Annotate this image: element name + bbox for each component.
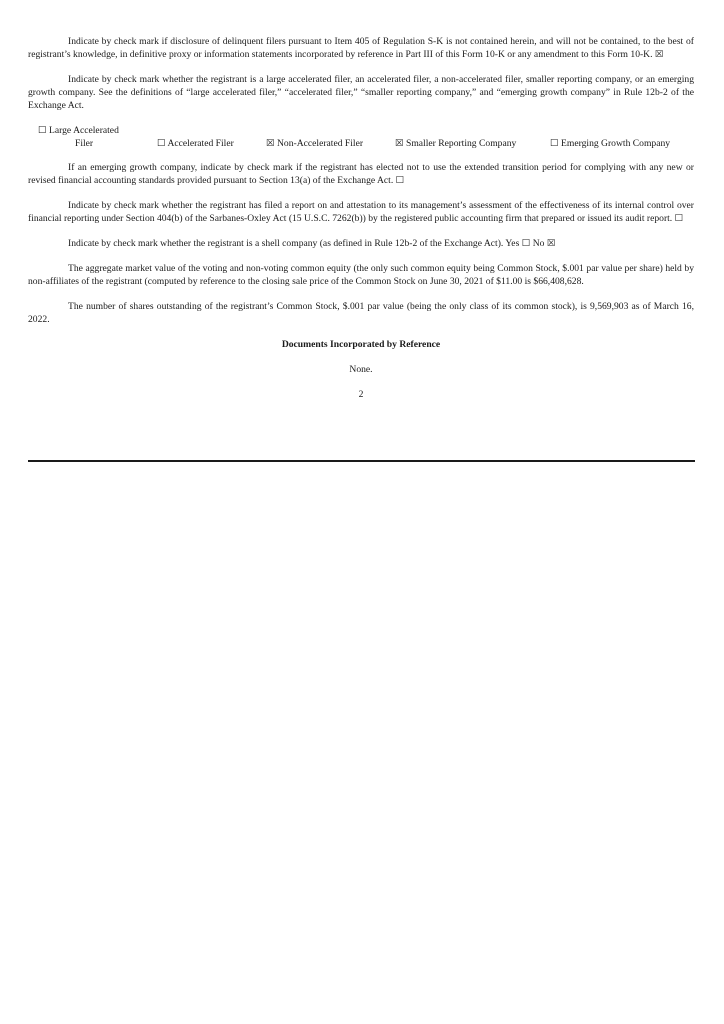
accelerated-filer-option[interactable]: ☐ Accelerated Filer bbox=[157, 138, 234, 149]
documents-incorporated-heading: Documents Incorporated by Reference bbox=[281, 339, 441, 350]
large-accelerated-filer-label-line1: ☐ Large Accelerated bbox=[38, 125, 119, 136]
delinquent-filers-paragraph: Indicate by check mark if disclosure of delinquent filers pursuant to Item 405 of Regulation S-K is not contained herein, and will not be contained, to the best of registrant’s knowledge, in definitive proxy or information statements incorporated by reference in Part III of this Form 10-K or any amendment to this Form 10-K. ☒ bbox=[28, 36, 694, 60]
shell-company-paragraph: Indicate by check mark whether the registrant is a shell company (as defined in Rule 12b-2 of the Exchange Act). Yes ☐ No ☒ bbox=[68, 238, 556, 249]
smaller-reporting-company-option[interactable]: ☒ Smaller Reporting Company bbox=[395, 138, 517, 149]
large-accelerated-filer-label-line2: Filer bbox=[75, 138, 94, 149]
emerging-growth-company-option[interactable]: ☐ Emerging Growth Company bbox=[550, 138, 671, 149]
market-value-paragraph: The aggregate market value of the voting and non-voting common equity (the only such common equity being Common Stock, $.001 par value per share) held by non-affiliates of the registrant (computed by reference to the closing sale price of the Common Stock on June 30, 2021 of $11.00 is $66,408,628. bbox=[28, 263, 694, 287]
non-accelerated-filer-option[interactable]: ☒ Non-Accelerated Filer bbox=[266, 138, 364, 149]
document-page bbox=[28, 35, 694, 401]
documents-incorporated-value: None. bbox=[349, 364, 373, 375]
page-number: 2 bbox=[358, 389, 364, 400]
filer-status-paragraph: Indicate by check mark whether the registrant is a large accelerated filer, an accelerated filer, a non-accelerated filer, smaller reporting company, or an emerging growth company. See the definitions of “large accelerated filer,” “accelerated filer,” “smaller reporting company,” and “emerging growth company” in Rule 12b-2 of the Exchange Act. bbox=[28, 74, 694, 111]
page-bottom-rule bbox=[28, 460, 695, 462]
filer-options-row bbox=[28, 124, 694, 150]
transition-period-paragraph: If an emerging growth company, indicate by check mark if the registrant has elected not to use the extended transition period for complying with any new or revised financial accounting standards provided pursuant to Section 13(a) of the Exchange Act. ☐ bbox=[28, 162, 694, 186]
shares-outstanding-paragraph: The number of shares outstanding of the registrant’s Common Stock, $.001 par value (being the only class of its common stock), is 9,569,903 as of March 16, 2022. bbox=[28, 301, 694, 325]
attestation-paragraph: Indicate by check mark whether the registrant has filed a report on and attestation to its management’s assessment of the effectiveness of its internal control over financial reporting under Section 404(b) of the Sarbanes-Oxley Act (15 U.S.C. 7262(b)) by the registered public accounting firm that prepared or issued its audit report. ☐ bbox=[28, 200, 694, 224]
large-accelerated-filer-option[interactable] bbox=[38, 124, 148, 150]
